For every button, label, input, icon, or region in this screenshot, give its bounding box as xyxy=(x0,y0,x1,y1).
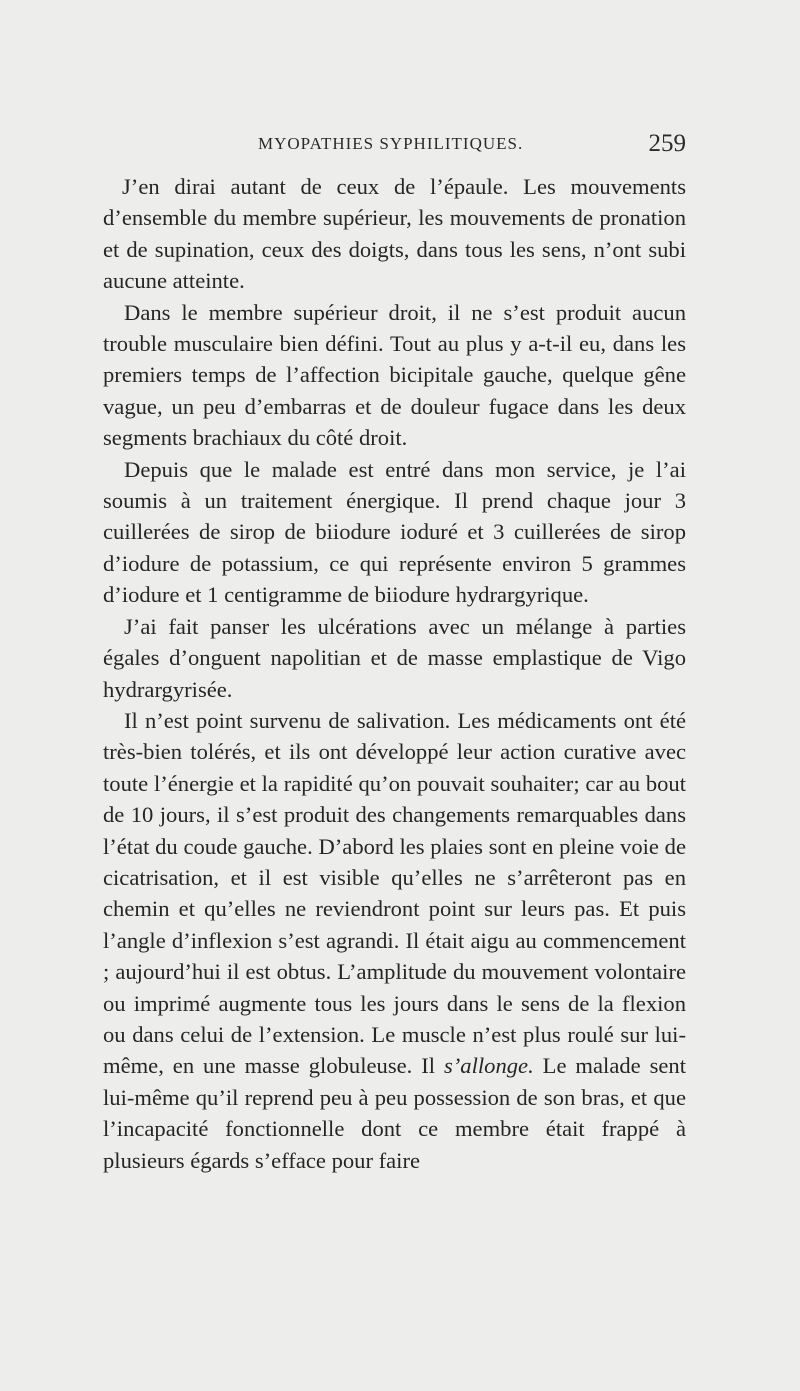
paragraph: J’ai fait panser les ulcérations avec un mélange à parties égales d’onguent napolitian et de masse emplastique de Vigo hydrargyrisée. xyxy=(103,613,686,702)
page-number: 259 xyxy=(648,130,686,157)
paragraph: Dans le membre supérieur droit, il ne s’est produit aucun trouble musculaire bien défini. Tout au plus y a-t-il eu, dans les premiers temps de l’affection bicipitale gauche, quelque gêne vague, un peu d’embarras et de douleur fugace dans les deux segments brachiaux du côté droit. xyxy=(103,299,686,451)
paragraph: J’en dirai autant de ceux de l’épaule. Les mouvements d’ensemble du membre supérieur, les mouvements de pronation et de supination, ceux des doigts, dans tous les sens, n’ont subi aucune atteinte. xyxy=(103,174,686,294)
paragraph: Depuis que le malade est entré dans mon service, je l’ai soumis à un traitement énergique. Il prend chaque jour 3 cuillerées de sirop de biiodure ioduré et 3 cuillerées de sirop d’iodure de potassium, ce qui représente environ 5 grammes d’iodure et 1 centigramme de biiodure hydrargyrique. xyxy=(103,456,686,608)
paragraph-text: Il n’est point survenu de salivation. Les médicaments ont été très-bien tolérés, et ils ont développé leur action curative avec toute l’énergie et la rapidité qu’on pouvait souhaiter; car au bout de 10 jours, il s’est produit des changements remarquables dans l’état du coude gauche. D’abord les plaies sont en pleine voie de cicatrisation, et il est visible qu’elles ne s’arrêteront pas en chemin et qu’elles ne reviendront point sur leurs pas. Et puis l’angle d’inflexion s’est agrandi. Il était aigu au commencement ; aujourd’hui il est obtus. L’amplitude du mouvement volontaire ou imprimé augmente tous les jours dans le sens de la flexion ou dans celui de l’extension. Le muscle n’est plus roulé sur lui-même, en une masse globuleuse. Il xyxy=(103,707,686,1079)
page-header xyxy=(103,130,686,160)
paragraph-text: Le malade sent lui-même qu’il reprend peu à peu possession de son bras, et que l’incapacité fonctionnelle dont ce membre était frappé à plusieurs égards s’efface pour faire xyxy=(103,1053,687,1173)
paragraph xyxy=(103,705,686,1176)
emphasized-text: s’allonge. xyxy=(443,1053,534,1079)
running-head: MYOPATHIES SYPHILITIQUES. xyxy=(258,134,524,153)
body-text xyxy=(103,171,686,1176)
